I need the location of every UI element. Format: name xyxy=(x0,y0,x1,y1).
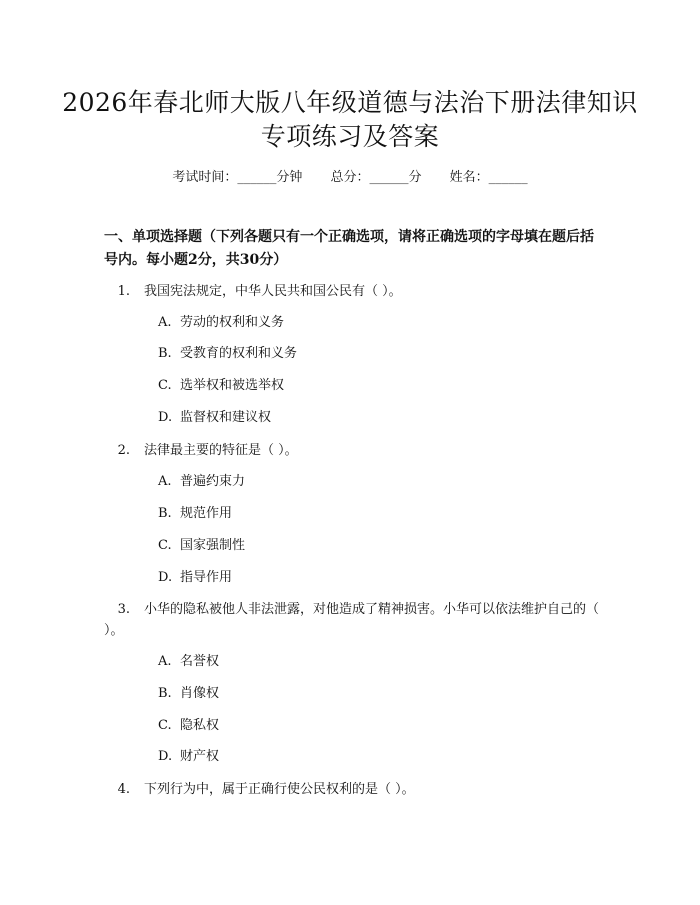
option-text: 指导作用 xyxy=(180,570,233,585)
question-number: 1. xyxy=(117,284,130,299)
option-letter: A. xyxy=(158,474,172,489)
question-text: 下列行为中，属于正确行使公民权利的是（ ）。 xyxy=(144,782,415,797)
question-2 xyxy=(104,440,604,461)
option-letter: B. xyxy=(158,346,172,361)
option-text: 普遍约束力 xyxy=(180,474,246,489)
option-text: 国家强制性 xyxy=(180,538,246,553)
option-text: 监督权和建议权 xyxy=(180,410,272,425)
section-heading: 一、单项选择题（下列各题只有一个正确选项，请将正确选项的字母填在题后括号内。每小题2分，共30分） xyxy=(104,229,594,268)
option-text: 隐私权 xyxy=(180,718,220,733)
option-letter: B. xyxy=(158,506,172,521)
option-item xyxy=(158,504,232,524)
option-text: 财产权 xyxy=(180,749,220,764)
question-number: 2. xyxy=(117,443,130,458)
exam-meta xyxy=(0,168,700,188)
option-letter: C. xyxy=(158,378,172,393)
question-text: 法律最主要的特征是（ ）。 xyxy=(144,443,298,458)
option-letter: C. xyxy=(158,538,172,553)
option-item xyxy=(158,376,284,396)
option-item xyxy=(158,536,245,556)
option-letter: D. xyxy=(158,570,173,585)
question-number: 4. xyxy=(117,782,130,797)
question-text: 我国宪法规定，中华人民共和国公民有（ ）。 xyxy=(144,284,402,299)
option-item xyxy=(158,684,219,704)
option-item xyxy=(158,313,284,333)
question-number: 3. xyxy=(117,602,130,617)
option-letter: A. xyxy=(158,654,172,669)
option-item xyxy=(158,716,219,736)
student-name-field: 姓名：______ xyxy=(449,170,528,185)
question-4 xyxy=(104,779,604,800)
option-text: 规范作用 xyxy=(180,506,233,521)
exam-time-field: 考试时间：______分钟 xyxy=(172,170,303,185)
option-item xyxy=(158,472,245,492)
option-item xyxy=(158,652,219,672)
option-letter: D. xyxy=(158,410,173,425)
total-score-field: 总分：______分 xyxy=(330,170,422,185)
option-text: 名誉权 xyxy=(180,654,220,669)
option-letter: C. xyxy=(158,718,172,733)
option-letter: A. xyxy=(158,315,172,330)
question-text: 小华的隐私被他人非法泄露，对他造成了精神损害。小华可以依法维护自己的（ ）。 xyxy=(104,602,600,638)
option-text: 肖像权 xyxy=(180,686,220,701)
option-letter: D. xyxy=(158,749,173,764)
option-item xyxy=(158,747,219,767)
option-item xyxy=(158,408,271,428)
page-title: 2026年春北师大版八年级道德与法治下册法律知识专项练习及答案 xyxy=(62,88,638,151)
option-text: 劳动的权利和义务 xyxy=(180,315,285,330)
option-item xyxy=(158,344,297,364)
question-3 xyxy=(104,599,614,641)
option-text: 选举权和被选举权 xyxy=(180,378,285,393)
question-1 xyxy=(104,281,604,302)
option-letter: B. xyxy=(158,686,172,701)
option-text: 受教育的权利和义务 xyxy=(180,346,298,361)
option-item xyxy=(158,568,232,588)
